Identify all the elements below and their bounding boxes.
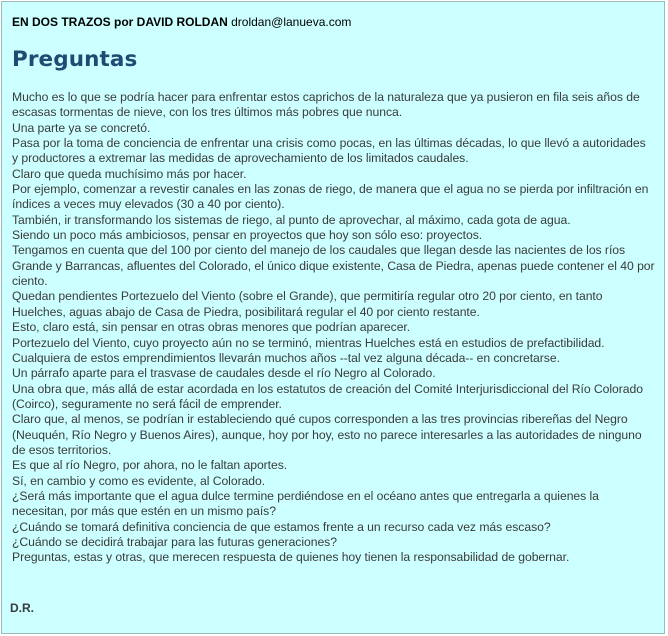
article-paragraph: Una parte ya se concretó. (12, 120, 151, 135)
article-paragraph: Pasa por la toma de conciencia de enfrentar una crisis como pocas, en las últimas décadas, lo que llevó a autoridades y productores a extremar las medidas de aprovechamiento de los limitados caudales. (12, 136, 646, 166)
article-paragraph: Es que al río Negro, por ahora, no le faltan aportes. (12, 458, 288, 473)
article-paragraph: Cualquiera de estos emprendimientos llevarán muchos años --tal vez alguna década-- en concretarse. (12, 350, 560, 365)
author-email: droldan@lanueva.com (231, 15, 352, 29)
article-paragraph: Un párrafo aparte para el trasvase de caudales desde el río Negro al Colorado. (12, 366, 436, 381)
article-paragraph: Claro que, al menos, se podrían ir estableciendo qué cupos corresponden a las tres provincias ribereñas del Negro (Neuquén, Río Negro y Buenos Aires), aunque, hoy por hoy, esto no parece interesarles a las autoridades de ninguno de esos territorios. (12, 412, 642, 457)
author-line: EN DOS TRAZOS por DAVID ROLDAN (12, 15, 228, 29)
article-panel (1, 1, 665, 634)
article-paragraph: Sí, en cambio y como es evidente, al Colorado. (12, 473, 266, 488)
article-paragraph: Mucho es lo que se podría hacer para enfrentar estos caprichos de la naturaleza que ya pusieron en fila seis años de escasas tormentas de nieve, con los tres últimos más pobres que nunca. (12, 90, 640, 120)
signature: D.R. (10, 601, 34, 615)
article-body (12, 90, 655, 566)
article-paragraph: Una obra que, más allá de estar acordada en los estatutos de creación del Comité Interjurisdiccional del Río Colorado (Coirco), seguramente no será fácil de emprender. (12, 381, 643, 411)
article-paragraph: Por ejemplo, comenzar a revestir canales en las zonas de riego, de manera que el agua no se pierda por infiltración en índices a veces muy elevados (30 a 40 por ciento). (12, 182, 649, 212)
article-paragraph: Quedan pendientes Portezuelo del Viento (sobre el Grande), que permitiría regular otro 20 por ciento, en tanto Huelches, aguas abajo de Casa de Piedra, posibilitará regular el 40 por ciento restante. (12, 289, 603, 319)
article-paragraph: Claro que queda muchísimo más por hacer. (12, 166, 247, 181)
article-paragraph: También, ir transformando los sistemas de riego, al punto de aprovechar, al máximo, cada gota de agua. (12, 212, 571, 227)
article-paragraph: Portezuelo del Viento, cuyo proyecto aún no se terminó, mientras Huelches está en estudios de prefactibilidad. (12, 335, 605, 350)
article-paragraph: ¿Cuándo se decidirá trabajar para las futuras generaciones? (12, 534, 337, 549)
article-paragraph: Siendo un poco más ambiciosos, pensar en proyectos que hoy son sólo eso: proyectos. (12, 228, 483, 243)
article-paragraph: Esto, claro está, sin pensar en otras obras menores que podrían aparecer. (12, 320, 411, 335)
article-paragraph: Tengamos en cuenta que del 100 por ciento del manejo de los caudales que llegan desde las nacientes de los ríos Grande y Barrancas, afluentes del Colorado, el único dique existente, Casa de Piedra, apenas puede contener el 40 por ciento. (12, 243, 655, 289)
article-paragraph: ¿Será más importante que el agua dulce termine perdiéndose en el océano antes que entregarla a quienes la necesitan, por más que estén en un mismo país? (12, 488, 599, 519)
byline (12, 14, 655, 30)
article-paragraph: ¿Cuándo se tomará definitiva conciencia de que estamos frente a un recurso cada vez más escaso? (12, 519, 551, 534)
article-paragraph: Preguntas, estas y otras, que merecen respuesta de quienes hoy tienen la responsabilidad de gobernar. (12, 550, 570, 565)
article-title: Preguntas (12, 47, 138, 72)
